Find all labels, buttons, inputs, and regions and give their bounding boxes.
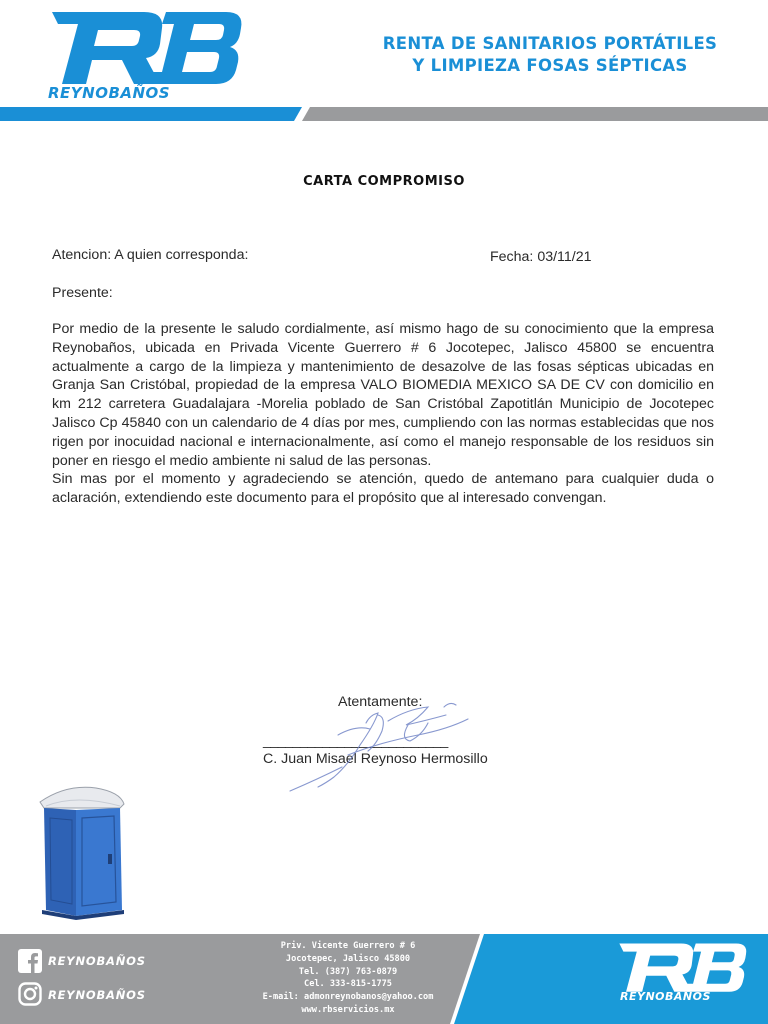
footer-contact-block: [232, 940, 464, 1017]
address-line: Jocotepec, Jalisco 45800: [285, 953, 411, 964]
footer-logo: [614, 942, 748, 996]
signature-line: _________________________: [263, 733, 448, 749]
facebook-handle[interactable]: REYNOBAÑOS: [48, 954, 146, 968]
instagram-icon[interactable]: [18, 982, 42, 1006]
letter-paragraph: Sin mas por el momento y agradeciendo se atención, quedo de antemano para cualquier duda o aclaración, extendiendo este documento para el propósito que al interesado convengan.: [52, 471, 714, 507]
facebook-icon[interactable]: [18, 949, 42, 973]
address-line: Priv. Vicente Guerrero # 6: [280, 941, 416, 951]
closing-text: Atentamente:: [338, 694, 423, 710]
email-link[interactable]: E-mail: admonreynobanos@yahoo.com: [262, 992, 434, 1003]
signer-name: C. Juan Misael Reynoso Hermosillo: [263, 751, 488, 767]
instagram-handle[interactable]: REYNOBAÑOS: [48, 988, 146, 1002]
header-stripe: [0, 107, 768, 121]
header-title-line2: Y LIMPIEZA FOSAS SÉPTICAS: [412, 56, 688, 75]
header-title-line1: RENTA DE SANITARIOS PORTÁTILES: [382, 34, 718, 53]
letter-paragraph: Por medio de la presente le saludo cordialmente, así mismo hago de su conocimiento que la empresa Reynobaños, ubicada en Privada Vicente Guerrero # 6 Jocotepec, Jalisco 45800 se encuentra actualmente a cargo de la limpieza y mantenimiento de desazolve de las fosas sépticas ubicadas en Granja San Cristóbal, propiedad de la empresa VALO BIOMEDIA MEXICO SA DE CV con domicilio en km 212 carretera Guadalajara -Morelia poblado de San Cristóbal Zapotitlán Municipio de Jocotepec Jalisco Cp 45840 con un calendario de 4 días por mes, cumpliendo con las normas establecidas que nos rigen por inocuidad nacional e internacionalmente, así como el manejo responsable de los residuos sin poner en riesgo el medio ambiente ni salud de las personas.: [52, 321, 714, 469]
phone-line: Tel. (387) 763-0879: [298, 966, 398, 977]
atencion-line: Atencion: A quien corresponda:: [52, 247, 249, 263]
website-link[interactable]: www.rbservicios.mx: [301, 1004, 395, 1015]
cell-line: Cel. 333-815-1775: [304, 979, 392, 990]
footer-logo-brand-text: REYNOBAÑOS: [620, 990, 711, 1003]
fecha-line: Fecha: 03/11/21: [490, 249, 592, 265]
letter-body: [52, 320, 714, 508]
logo-brand-text: REYNOBAÑOS: [48, 84, 171, 102]
presente-line: Presente:: [52, 285, 113, 301]
portable-toilet-illustration: [36, 784, 128, 920]
document-title: CARTA COMPROMISO: [303, 174, 465, 189]
